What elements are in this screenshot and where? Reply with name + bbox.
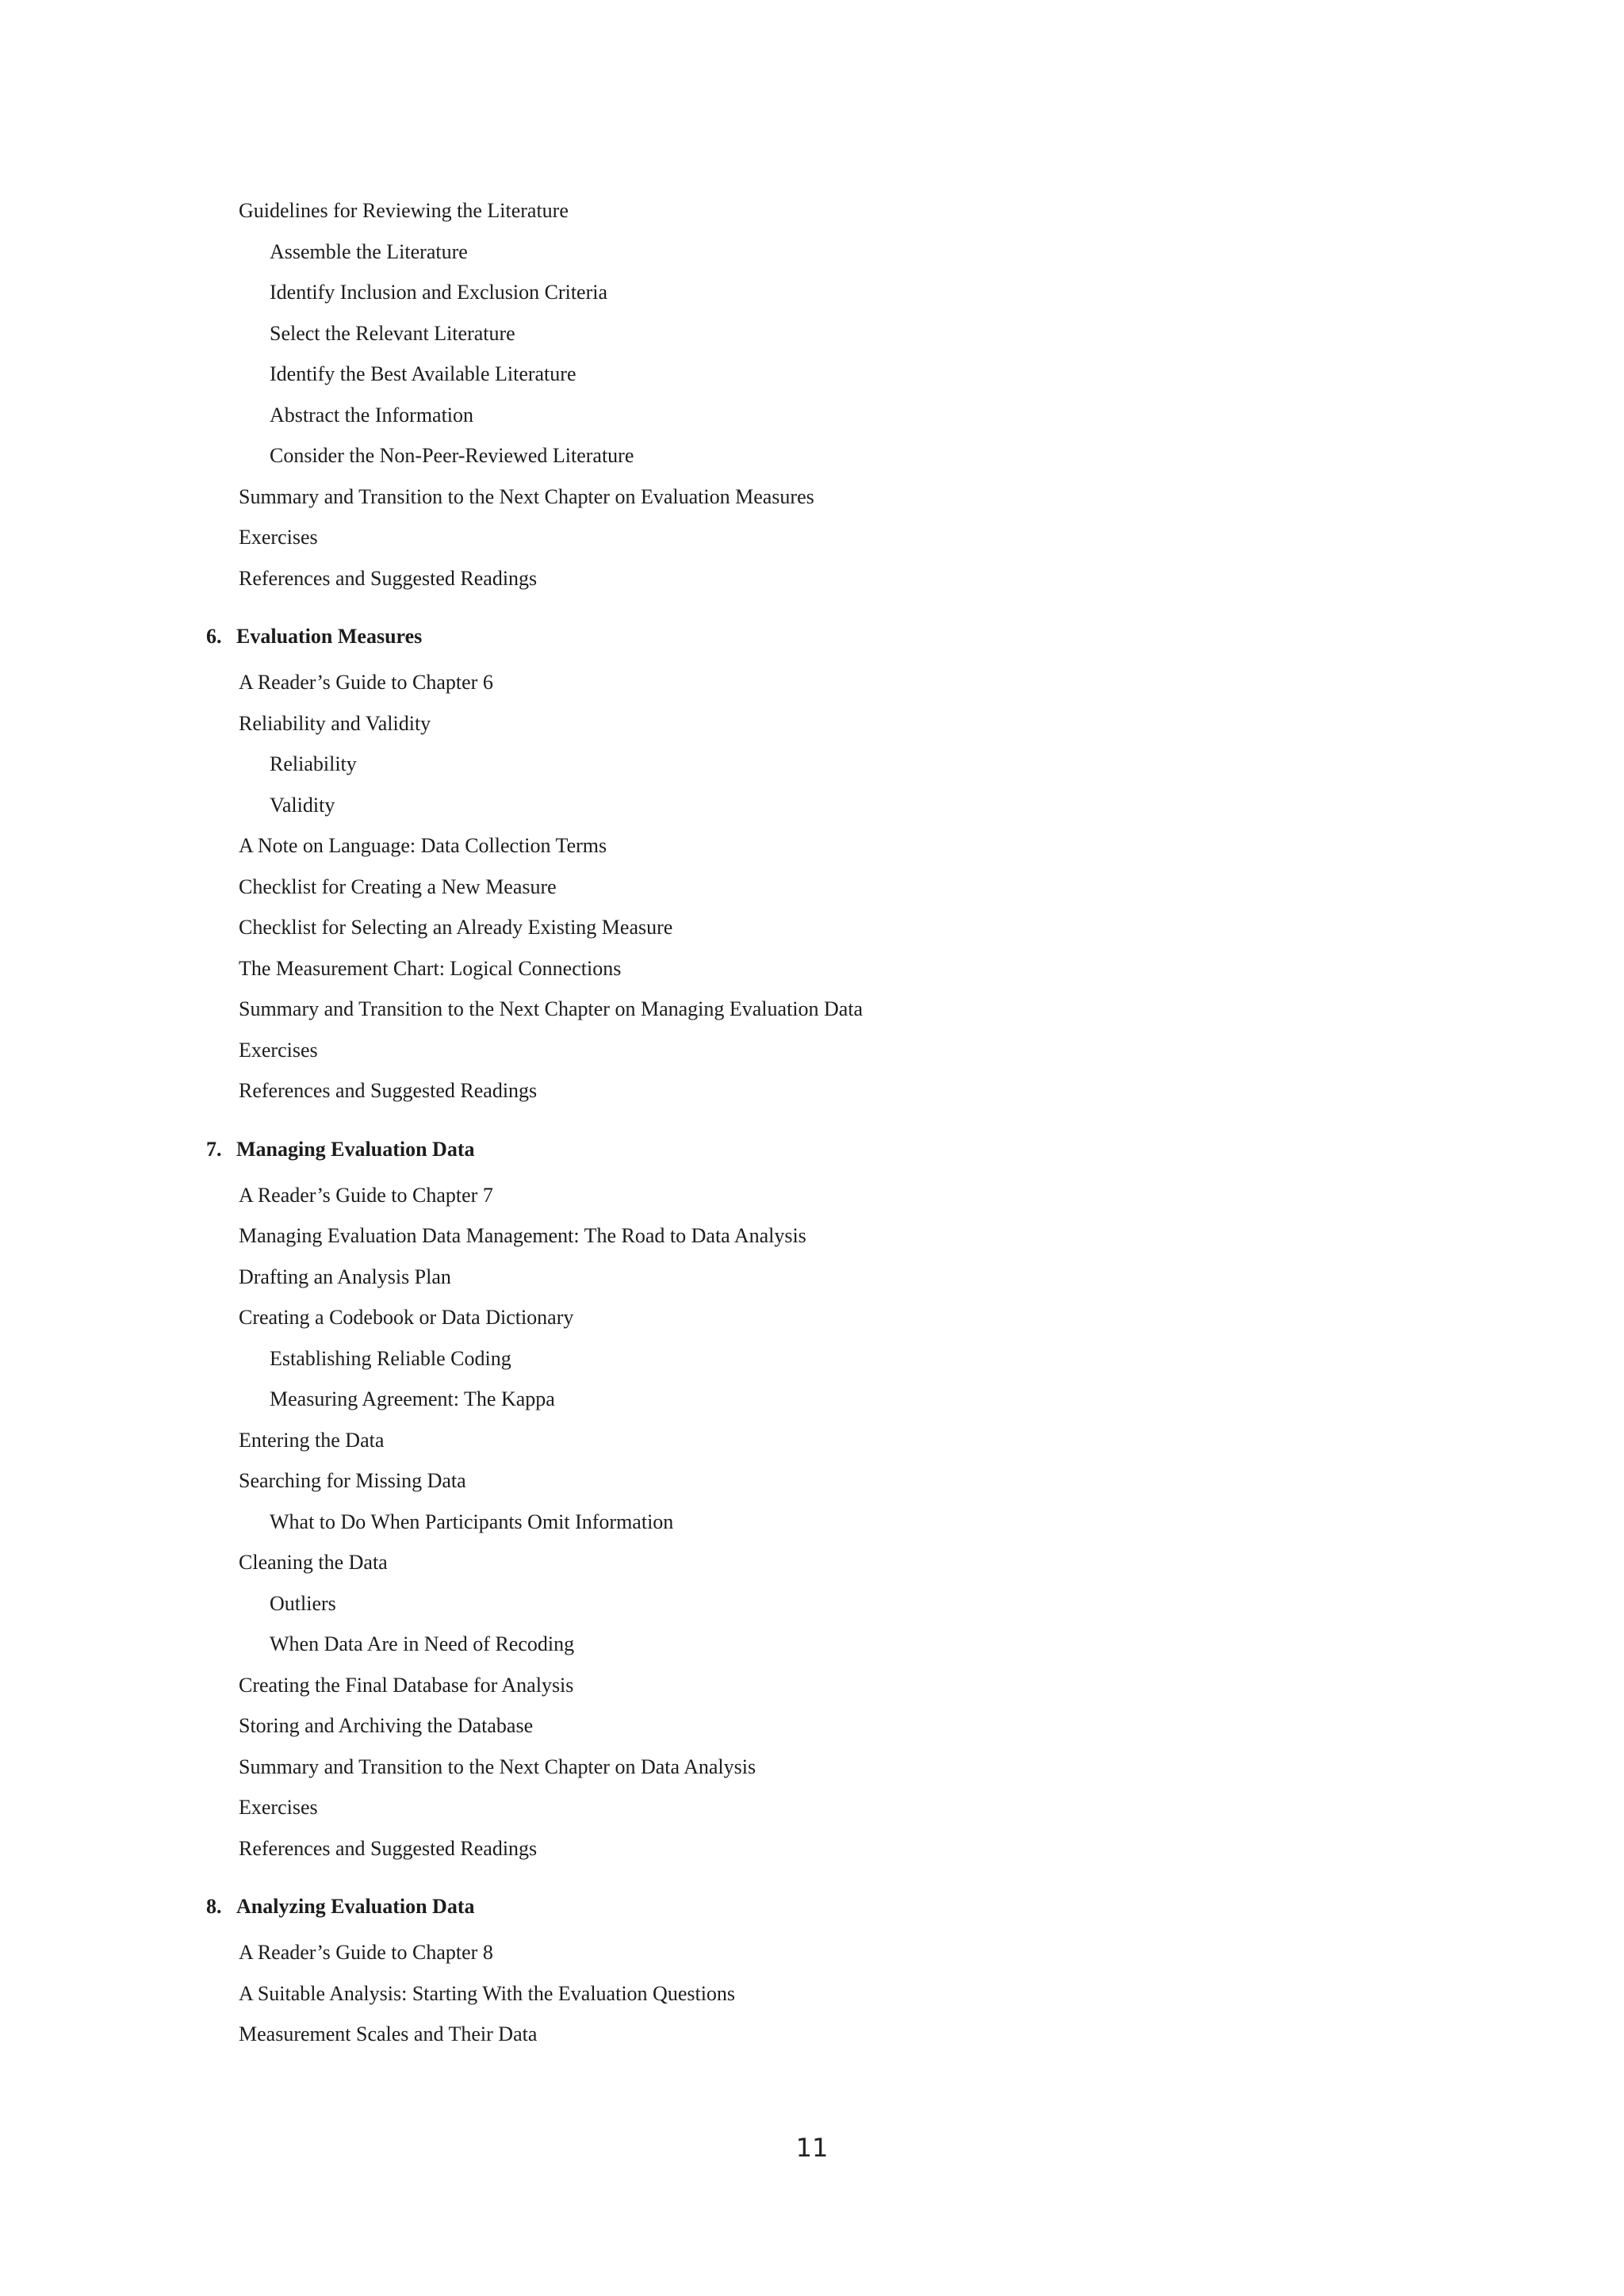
toc-entry: Entering the Data <box>239 1428 385 1452</box>
chapter-heading <box>206 616 1475 657</box>
toc-entry: Measurement Scales and Their Data <box>239 2022 538 2045</box>
toc-entry: A Note on Language: Data Collection Terms <box>239 834 607 857</box>
chapter-title: Managing Evaluation Data <box>236 1137 475 1161</box>
toc-entry: References and Suggested Readings <box>239 1836 538 1860</box>
chapter-number: 7. <box>206 1137 222 1161</box>
toc-entry: Summary and Transition to the Next Chapter on Data Analysis <box>239 1755 756 1778</box>
toc-subentry: What to Do When Participants Omit Information <box>270 1510 674 1533</box>
toc-subentry: Validity <box>270 793 335 817</box>
toc-entry: Checklist for Creating a New Measure <box>239 874 557 898</box>
toc-entry: Exercises <box>239 1796 318 1819</box>
table-of-contents <box>206 190 1475 2055</box>
toc-subentry: Select the Relevant Literature <box>270 321 515 345</box>
toc-entry: Summary and Transition to the Next Chapter on Managing Evaluation Data <box>239 997 864 1020</box>
toc-entry: Creating the Final Database for Analysis <box>239 1673 574 1697</box>
toc-entry: A Reader’s Guide to Chapter 7 <box>239 1183 493 1207</box>
toc-subentry: Identify the Best Available Literature <box>270 362 576 385</box>
chapter-number: 6. <box>206 625 222 648</box>
toc-subentry: Measuring Agreement: The Kappa <box>270 1387 555 1410</box>
toc-entry: Exercises <box>239 1038 318 1062</box>
toc-subentry: Consider the Non-Peer-Reviewed Literature <box>270 444 634 467</box>
toc-entry: A Reader’s Guide to Chapter 6 <box>239 671 493 694</box>
toc-entry: Storing and Archiving the Database <box>239 1714 534 1737</box>
toc-subentry: Abstract the Information <box>270 403 474 427</box>
toc-entry: Summary and Transition to the Next Chapter on Evaluation Measures <box>239 484 814 508</box>
toc-entry: The Measurement Chart: Logical Connections <box>239 956 622 980</box>
toc-entry: Guidelines for Reviewing the Literature <box>239 199 569 222</box>
chapter-number: 8. <box>206 1895 222 1918</box>
toc-entry: Searching for Missing Data <box>239 1469 466 1492</box>
chapter-heading <box>206 1129 1475 1170</box>
toc-entry: References and Suggested Readings <box>239 1079 538 1102</box>
toc-entry: Managing Evaluation Data Management: The Road to Data Analysis <box>239 1224 806 1247</box>
toc-entry: Reliability and Validity <box>239 711 431 735</box>
toc-subentry: Assemble the Literature <box>270 239 468 263</box>
toc-subentry: When Data Are in Need of Recoding <box>270 1632 575 1655</box>
toc-subentry: Identify Inclusion and Exclusion Criteria <box>270 281 608 304</box>
toc-entry: References and Suggested Readings <box>239 566 538 590</box>
toc-entry: Drafting an Analysis Plan <box>239 1265 451 1288</box>
toc-subentry: Reliability <box>270 752 357 775</box>
toc-entry: A Suitable Analysis: Starting With the Evaluation Questions <box>239 1981 736 2005</box>
chapter-title: Evaluation Measures <box>236 625 423 648</box>
chapter-title: Analyzing Evaluation Data <box>236 1895 475 1918</box>
chapter-heading <box>206 1886 1475 1927</box>
toc-entry: Exercises <box>239 526 318 549</box>
page-number: 11 <box>795 2133 829 2163</box>
toc-entry: Cleaning the Data <box>239 1551 388 1574</box>
toc-entry: Creating a Codebook or Data Dictionary <box>239 1306 574 1329</box>
toc-subentry: Establishing Reliable Coding <box>270 1346 511 1370</box>
toc-entry: A Reader’s Guide to Chapter 8 <box>239 1941 493 1964</box>
toc-entry: Checklist for Selecting an Already Existing Measure <box>239 916 673 939</box>
toc-subentry: Outliers <box>270 1591 336 1615</box>
